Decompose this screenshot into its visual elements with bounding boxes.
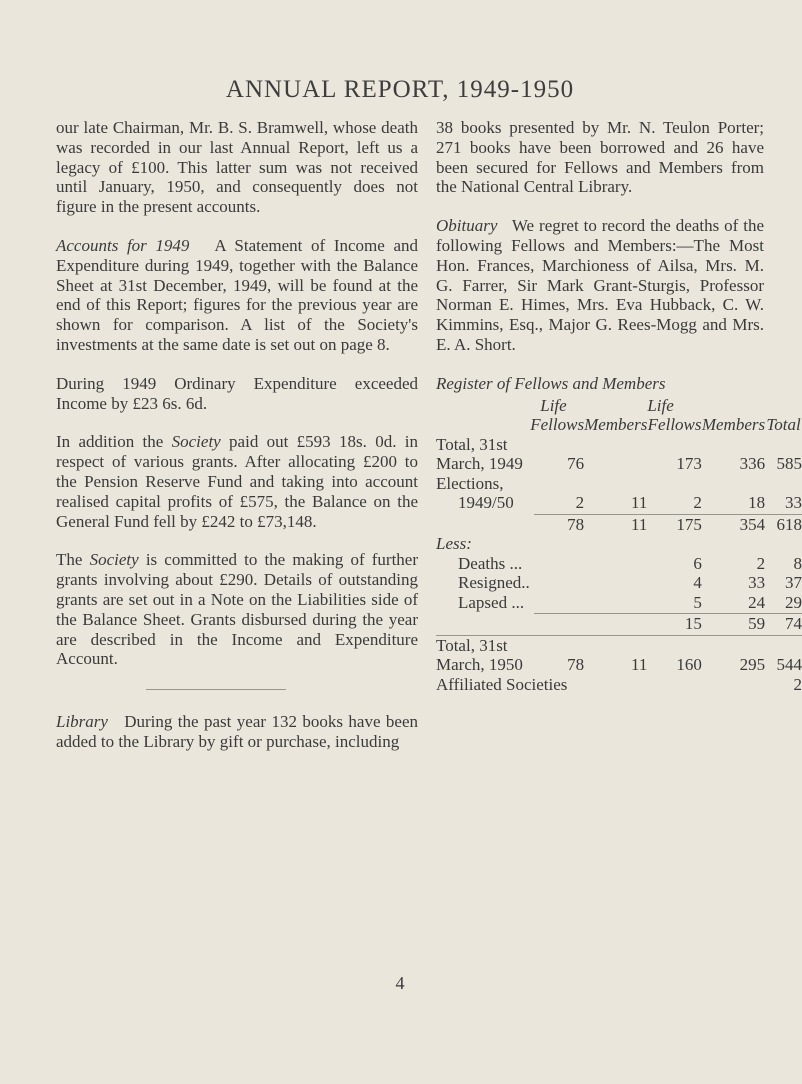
- register-cell: 74: [785, 614, 802, 634]
- obituary-paragraph: [436, 216, 764, 355]
- register-cell: 11: [630, 493, 648, 513]
- register-row-label: Total, 31st: [436, 635, 508, 655]
- obituary-heading: Obituary: [436, 216, 498, 236]
- register-cell: [702, 636, 765, 656]
- col-head-fellows: Fellows: [530, 415, 585, 435]
- register-cell: [530, 474, 584, 494]
- register-row-label: [436, 614, 530, 634]
- register-cell: [530, 573, 584, 593]
- register-cell: 6: [693, 553, 702, 573]
- register-cell: [584, 636, 647, 656]
- register-row-label: March, 1950: [436, 655, 523, 675]
- col-head-total: Total: [766, 415, 801, 435]
- register-cell: [765, 474, 802, 494]
- register-cell: 11: [630, 655, 648, 675]
- register-cell: [584, 593, 647, 613]
- register-cell: [765, 435, 802, 455]
- obituary-body: We regret to record the deaths of the following Fellows and Members:—The Most Hon. Frances, Marchioness of Ailsa, Mrs. M. G. Farrer, Sir Mark Grant-Sturgis, Professor Norman E. Himes, Mrs. Eva Hubback, C. W. Kimmins, Esq., Major G. Rees-Mogg and Mrs. E. A. Short.: [436, 216, 764, 354]
- register-cell: 5: [693, 592, 702, 612]
- register-cell: 11: [630, 514, 648, 534]
- library-body: During the past year 132 books have been added to the Library by gift or purchase, including: [56, 712, 418, 751]
- register-row: [436, 534, 802, 554]
- register-cell: 78: [567, 655, 585, 675]
- register-cell: [765, 636, 802, 656]
- register-cell: 175: [676, 514, 702, 534]
- register-cell: [530, 593, 584, 613]
- register-cell: [584, 554, 647, 574]
- register-cell: [647, 534, 702, 554]
- register-row-label: Deaths ...: [458, 553, 523, 573]
- register-row: [436, 675, 802, 695]
- register-cell: 354: [739, 514, 766, 534]
- commit-text-a: The: [56, 550, 83, 570]
- register-row-label: [436, 515, 530, 535]
- register-cell: [530, 554, 584, 574]
- register-row-label: Less:: [436, 534, 472, 554]
- register-row: [436, 593, 802, 613]
- register-cell: [584, 534, 647, 554]
- register-row: [436, 435, 802, 455]
- library-paragraph: [56, 712, 418, 752]
- register-cell: 173: [676, 454, 702, 474]
- register-cell: 4: [693, 573, 702, 593]
- register-row: [436, 474, 802, 494]
- accounts-body: A Statement of Income and Expenditure during 1949, together with the Balance Sheet at 31st December, 1949, will be found at the end of this Report; figures for the previous year are shown for comparison. A list of the Society's investments at the same date is set out on page 8.: [56, 235, 418, 354]
- register-cell: [530, 614, 584, 634]
- register-cell: [584, 435, 647, 455]
- register-cell: 33: [785, 493, 802, 513]
- register-cell: 15: [684, 614, 702, 634]
- register-cell: 2: [693, 493, 702, 513]
- register-row-label: Elections,: [436, 473, 504, 493]
- register-title: Register of Fellows and Members: [436, 373, 666, 393]
- page-number: 4: [395, 973, 405, 993]
- register-cell: [702, 435, 765, 455]
- col-top-life-2: Life: [647, 395, 674, 415]
- register-cell: [530, 534, 584, 554]
- library-continued-paragraph: 38 books presented by Mr. N. Teulon Porter; 271 books have been borrowed and 26 have been secured for Fellows and Members from the National Central Library.: [436, 118, 764, 197]
- register-row-label: Affiliated Societies: [436, 674, 568, 694]
- register-cell: [530, 435, 584, 455]
- grants-paragraph: [56, 432, 418, 531]
- register-row: [436, 655, 802, 675]
- register-cell: [584, 454, 647, 474]
- register-row-label: 1949/50: [458, 493, 514, 513]
- society-term: Society: [89, 550, 139, 570]
- register-cell: [647, 636, 702, 656]
- col-head-members-2: Members: [701, 415, 766, 435]
- register-cell: 8: [793, 553, 802, 573]
- register-row: [436, 454, 802, 474]
- register-row: [436, 554, 802, 574]
- register-row-label: Total, 31st: [436, 434, 508, 454]
- register-row: [436, 515, 802, 535]
- register-cell: [702, 534, 765, 554]
- left-column: [56, 118, 418, 771]
- register-header: [436, 415, 802, 435]
- register-cell: [584, 614, 647, 634]
- register-cell: 78: [567, 514, 585, 534]
- society-term: Society: [171, 432, 221, 452]
- accounts-heading: Accounts for 1949: [56, 235, 190, 255]
- register-header-top: [436, 396, 802, 416]
- register-cell: [530, 636, 584, 656]
- register-cell: [647, 474, 702, 494]
- register-table: [436, 396, 802, 695]
- register-cell: 18: [748, 493, 766, 513]
- commitments-paragraph: [56, 550, 418, 669]
- register-cell: 37: [785, 573, 802, 593]
- register-cell: 2: [756, 553, 766, 573]
- register-row: [436, 636, 802, 656]
- register-cell: [702, 474, 765, 494]
- register-cell: [584, 474, 647, 494]
- register-row-label: March, 1949: [436, 454, 523, 474]
- grants-text-b: paid out £593 18s. 0d. in respect of various grants. After allocating £200 to the Pension Reserve Fund and taking into account realised capital profits of £575, the Balance on the General Fund fell by £242 to £73,148.: [56, 432, 418, 531]
- register-cell: 585: [776, 454, 802, 474]
- register-cell: 29: [785, 592, 802, 612]
- register-cell: 160: [676, 655, 702, 675]
- register-cell: 2: [575, 493, 585, 513]
- register-cell: 24: [748, 592, 766, 612]
- right-column: [436, 118, 802, 694]
- register-cell: [584, 573, 647, 593]
- commit-text-b: is committed to the making of further grants involving about £290. Details of outstanding grants are set out in a Note on the Liabilities side of the Balance Sheet. Grants disbursed during the year are described in the Income and Expenditure Account.: [56, 550, 419, 669]
- accounts-paragraph: [56, 236, 418, 355]
- register-cell: 336: [739, 454, 766, 474]
- register-cell: [647, 435, 702, 455]
- register-cell: [765, 534, 802, 554]
- page-header: ANNUAL REPORT, 1949-1950: [225, 76, 575, 103]
- grants-text-a: In addition the: [56, 432, 164, 452]
- register-cell: 33: [748, 573, 766, 593]
- col-head-fellows-2: Fellows: [647, 415, 702, 435]
- register-cell: 295: [739, 655, 766, 675]
- register-row: [436, 493, 802, 513]
- register-cell: 618: [776, 514, 802, 534]
- register-cell: 2: [793, 674, 802, 694]
- section-divider: [146, 689, 286, 690]
- register-cell: 544: [776, 655, 802, 675]
- register-row-label: Resigned..: [458, 573, 530, 593]
- col-top-life-1: Life: [540, 395, 567, 415]
- library-heading: Library: [56, 712, 108, 732]
- register-row-label: Lapsed ...: [458, 592, 525, 612]
- register-cell: 59: [748, 614, 766, 634]
- register-row: [436, 614, 802, 634]
- register-cell: 76: [567, 454, 585, 474]
- legacy-paragraph: our late Chairman, Mr. B. S. Bramwell, whose death was recorded in our last Annual Report, left us a legacy of £100. This latter sum was not received until January, 1950, and consequently does not figure in the present accounts.: [56, 118, 418, 217]
- expenditure-paragraph: During 1949 Ordinary Expenditure exceeded Income by £23 6s. 6d.: [56, 373, 418, 413]
- col-head-members: Members: [584, 415, 648, 435]
- register-row: [436, 573, 802, 593]
